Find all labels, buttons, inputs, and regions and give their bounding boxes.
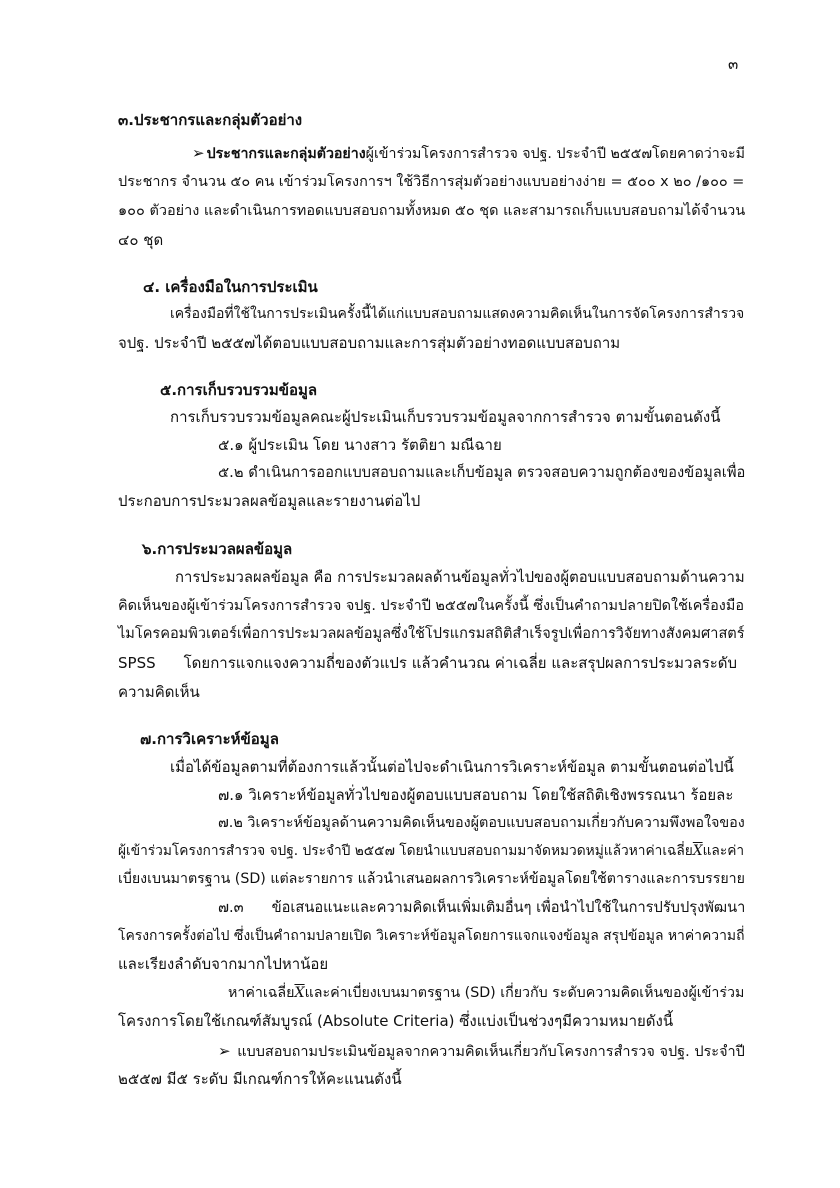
section-6-line-5: ความคิดเห็น bbox=[118, 683, 200, 701]
section-6-line-1: การประมวลผลข้อมูล คือ การประมวลผลด้านข้อมูลทั่วไปของผู้ตอบแบบสอบถามด้านความ bbox=[175, 568, 745, 586]
section-5-line-1: การเก็บรวบรวมข้อมูลคณะผู้ประเมินเก็บรวบรวมข้อมูลจากการสำรวจ ตามขั้นตอนดังนี้ bbox=[170, 408, 721, 426]
section-7-item-1: ๗.๑ วิเคราะห์ข้อมูลทั่วไปของผู้ตอบแบบสอบถาม โดยใช้สถิติเชิงพรรณนา ร้อยละ bbox=[218, 786, 734, 804]
section-7-item-2-cont-2: เบี่ยงเบนมาตรฐาน (SD) แต่ละรายการ แล้วนำเสนอผลการวิเคราะห์ข้อมูลโดยใช้ตารางและการบรรยาย bbox=[118, 871, 745, 887]
section-7-item-3-cont-2: และเรียงลำดับจากมากไปหาน้อย bbox=[118, 955, 329, 973]
section-4-line-2: จปฐ. ประจำปี ๒๕๕๗ได้ตอบแบบสอบถามและการสุ่มตัวอย่างทอดแบบสอบถาม bbox=[118, 334, 621, 352]
item-2-text-b: และค่า bbox=[702, 843, 745, 859]
item-3-number: ๗.๓ bbox=[218, 899, 244, 916]
item-2-text-a: ผู้เข้าร่วมโครงการสำรวจ จปฐ. ประจำปี ๒๕๕๗ โดยนำแบบสอบถามมาจัดหมวดหมู่แล้วหาค่าเฉลี่ย bbox=[118, 843, 693, 859]
section-5-item-2: ๕.๒ ดำเนินการออกแบบสอบถามและเก็บข้อมูล ตรวจสอบความถูกต้องของข้อมูลเพื่อ bbox=[218, 464, 746, 481]
section-4-line-1: เครื่องมือที่ใช้ในการประเมินครั้งนี้ได้แก่แบบสอบถามแสดงความคิดเห็นในการจัดโครงการสำรวจ bbox=[170, 306, 745, 322]
section-7-item-3 bbox=[218, 896, 745, 920]
section-7-heading: ๗.การวิเคราะห์ข้อมูล bbox=[140, 730, 279, 748]
section-4-heading: ๔. เครื่องมือในการประเมิน bbox=[143, 278, 318, 296]
average-text-a: หาค่าเฉลี่ย bbox=[228, 985, 295, 1001]
section-6-line-2: คิดเห็นของผู้เข้าร่วมโครงการสำรวจ จปฐ. ประจำปี ๒๕๕๗ในครั้งนี้ ซึ่งเป็นคำถามปลายปิดใช้เครื่องมือ bbox=[118, 598, 744, 614]
mean-symbol: $\overline{X}$ bbox=[692, 843, 703, 859]
section-3-line-2: ประชากร จำนวน ๕๐ คน เข้าร่วมโครงการฯ ใช้วิธีการสุ่มตัวอย่างแบบอย่างง่าย = ๕๐๐ x ๒๐ /๑๐๐ = bbox=[118, 174, 745, 190]
arrow-bullet-icon: ➢ bbox=[192, 144, 205, 162]
section-7-item-3-cont-1: โครงการครั้งต่อไป ซึ่งเป็นคำถามปลายเปิด วิเคราะห์ข้อมูลโดยการแจกแจงข้อมูล สรุปข้อมูล หาค่าความถี่ bbox=[118, 928, 745, 944]
section-6-heading: ๖.การประมวลผลข้อมูล bbox=[142, 540, 293, 558]
bullet-text: แบบสอบถามประเมินข้อมูลจากความคิดเห็นเกี่ยวกับโครงการสำรวจ จปฐ. ประจำปี bbox=[237, 1044, 745, 1060]
spss-label: SPSS bbox=[118, 654, 156, 672]
arrow-bullet-icon-2: ➢ bbox=[218, 1042, 231, 1060]
section-7-line-1: เมื่อได้ข้อมูลตามที่ต้องการแล้วนั้นต่อไปจะดำเนินการวิเคราะห์ข้อมูล ตามขั้นตอนต่อไปนี้ bbox=[170, 758, 734, 776]
section-7-item-2: ๗.๒ วิเคราะห์ข้อมูลด้านความคิดเห็นของผู้ตอบแบบสอบถามเกี่ยวกับความพึงพอใจของ bbox=[218, 815, 745, 831]
section-7-average-line bbox=[228, 981, 744, 1005]
section-3-heading: ๓.ประชากรและกลุ่มตัวอย่าง bbox=[118, 111, 303, 129]
section-6-line-4-rest: โดยการแจกแจงความถี่ของตัวแปร แล้วคำนวณ ค่าเฉลี่ย และสรุปผลการประมวลระดับ bbox=[183, 654, 738, 672]
average-text-b: และค่าเบี่ยงเบนมาตรฐาน (SD) เกี่ยวกับ ระดับความคิดเห็นของผู้เข้าร่วม bbox=[304, 985, 745, 1001]
section-3-line-3: ๑๐๐ ตัวอย่าง และดำเนินการทอดแบบสอบถามทั้งหมด ๕๐ ชุด และสามารถเก็บแบบสอบถามได้จำนวน bbox=[118, 203, 746, 219]
section-3-line-1 bbox=[192, 141, 745, 166]
section-3-lead: ประชากรและกลุ่มตัวอย่าง bbox=[206, 146, 366, 162]
section-5-item-2-cont: ประกอบการประมวลผลข้อมูลและรายงานต่อไป bbox=[118, 492, 421, 510]
section-7-average-cont: โครงการโดยใช้เกณฑ์สัมบูรณ์ (Absolute Criteria) ซึ่งแบ่งเป็นช่วงๆมีความหมายดังนี้ bbox=[118, 1012, 674, 1030]
section-6-line-4 bbox=[118, 651, 737, 675]
section-3-line-4: ๔๐ ชุด bbox=[118, 231, 164, 249]
section-7-bullet bbox=[218, 1039, 745, 1064]
page-number: ๓ bbox=[728, 55, 739, 73]
item-3-text: ข้อเสนอแนะและความคิดเห็นเพิ่มเติมอื่นๆ เพื่อนำไปใช้ในการปรับปรุงพัฒนา bbox=[271, 899, 746, 916]
section-5-item-1: ๕.๑ ผู้ประเมิน โดย นางสาว รัตติยา มณีฉาย bbox=[218, 436, 502, 454]
section-6-line-3: ไมโครคอมพิวเตอร์เพื่อการประมวลผลข้อมูลซึ่งใช้โปรแกรมสถิติสำเร็จรูปเพื่อการวิจัยทางสังคมศาสตร์ bbox=[118, 626, 745, 642]
section-3-line-1-rest: ผู้เข้าร่วมโครงการสำรวจ จปฐ. ประจำปี ๒๕๕๗โดยคาดว่าจะมี bbox=[365, 146, 746, 162]
section-7-item-2-cont-1 bbox=[118, 839, 744, 863]
section-5-heading: ๕.การเก็บรวบรวมข้อมูล bbox=[160, 381, 318, 399]
mean-symbol-2: $\overline{X}$ bbox=[294, 985, 305, 1001]
section-7-bullet-cont: ๒๕๕๗ มี๕ ระดับ มีเกณฑ์การให้คะแนนดังนี้ bbox=[118, 1070, 402, 1088]
